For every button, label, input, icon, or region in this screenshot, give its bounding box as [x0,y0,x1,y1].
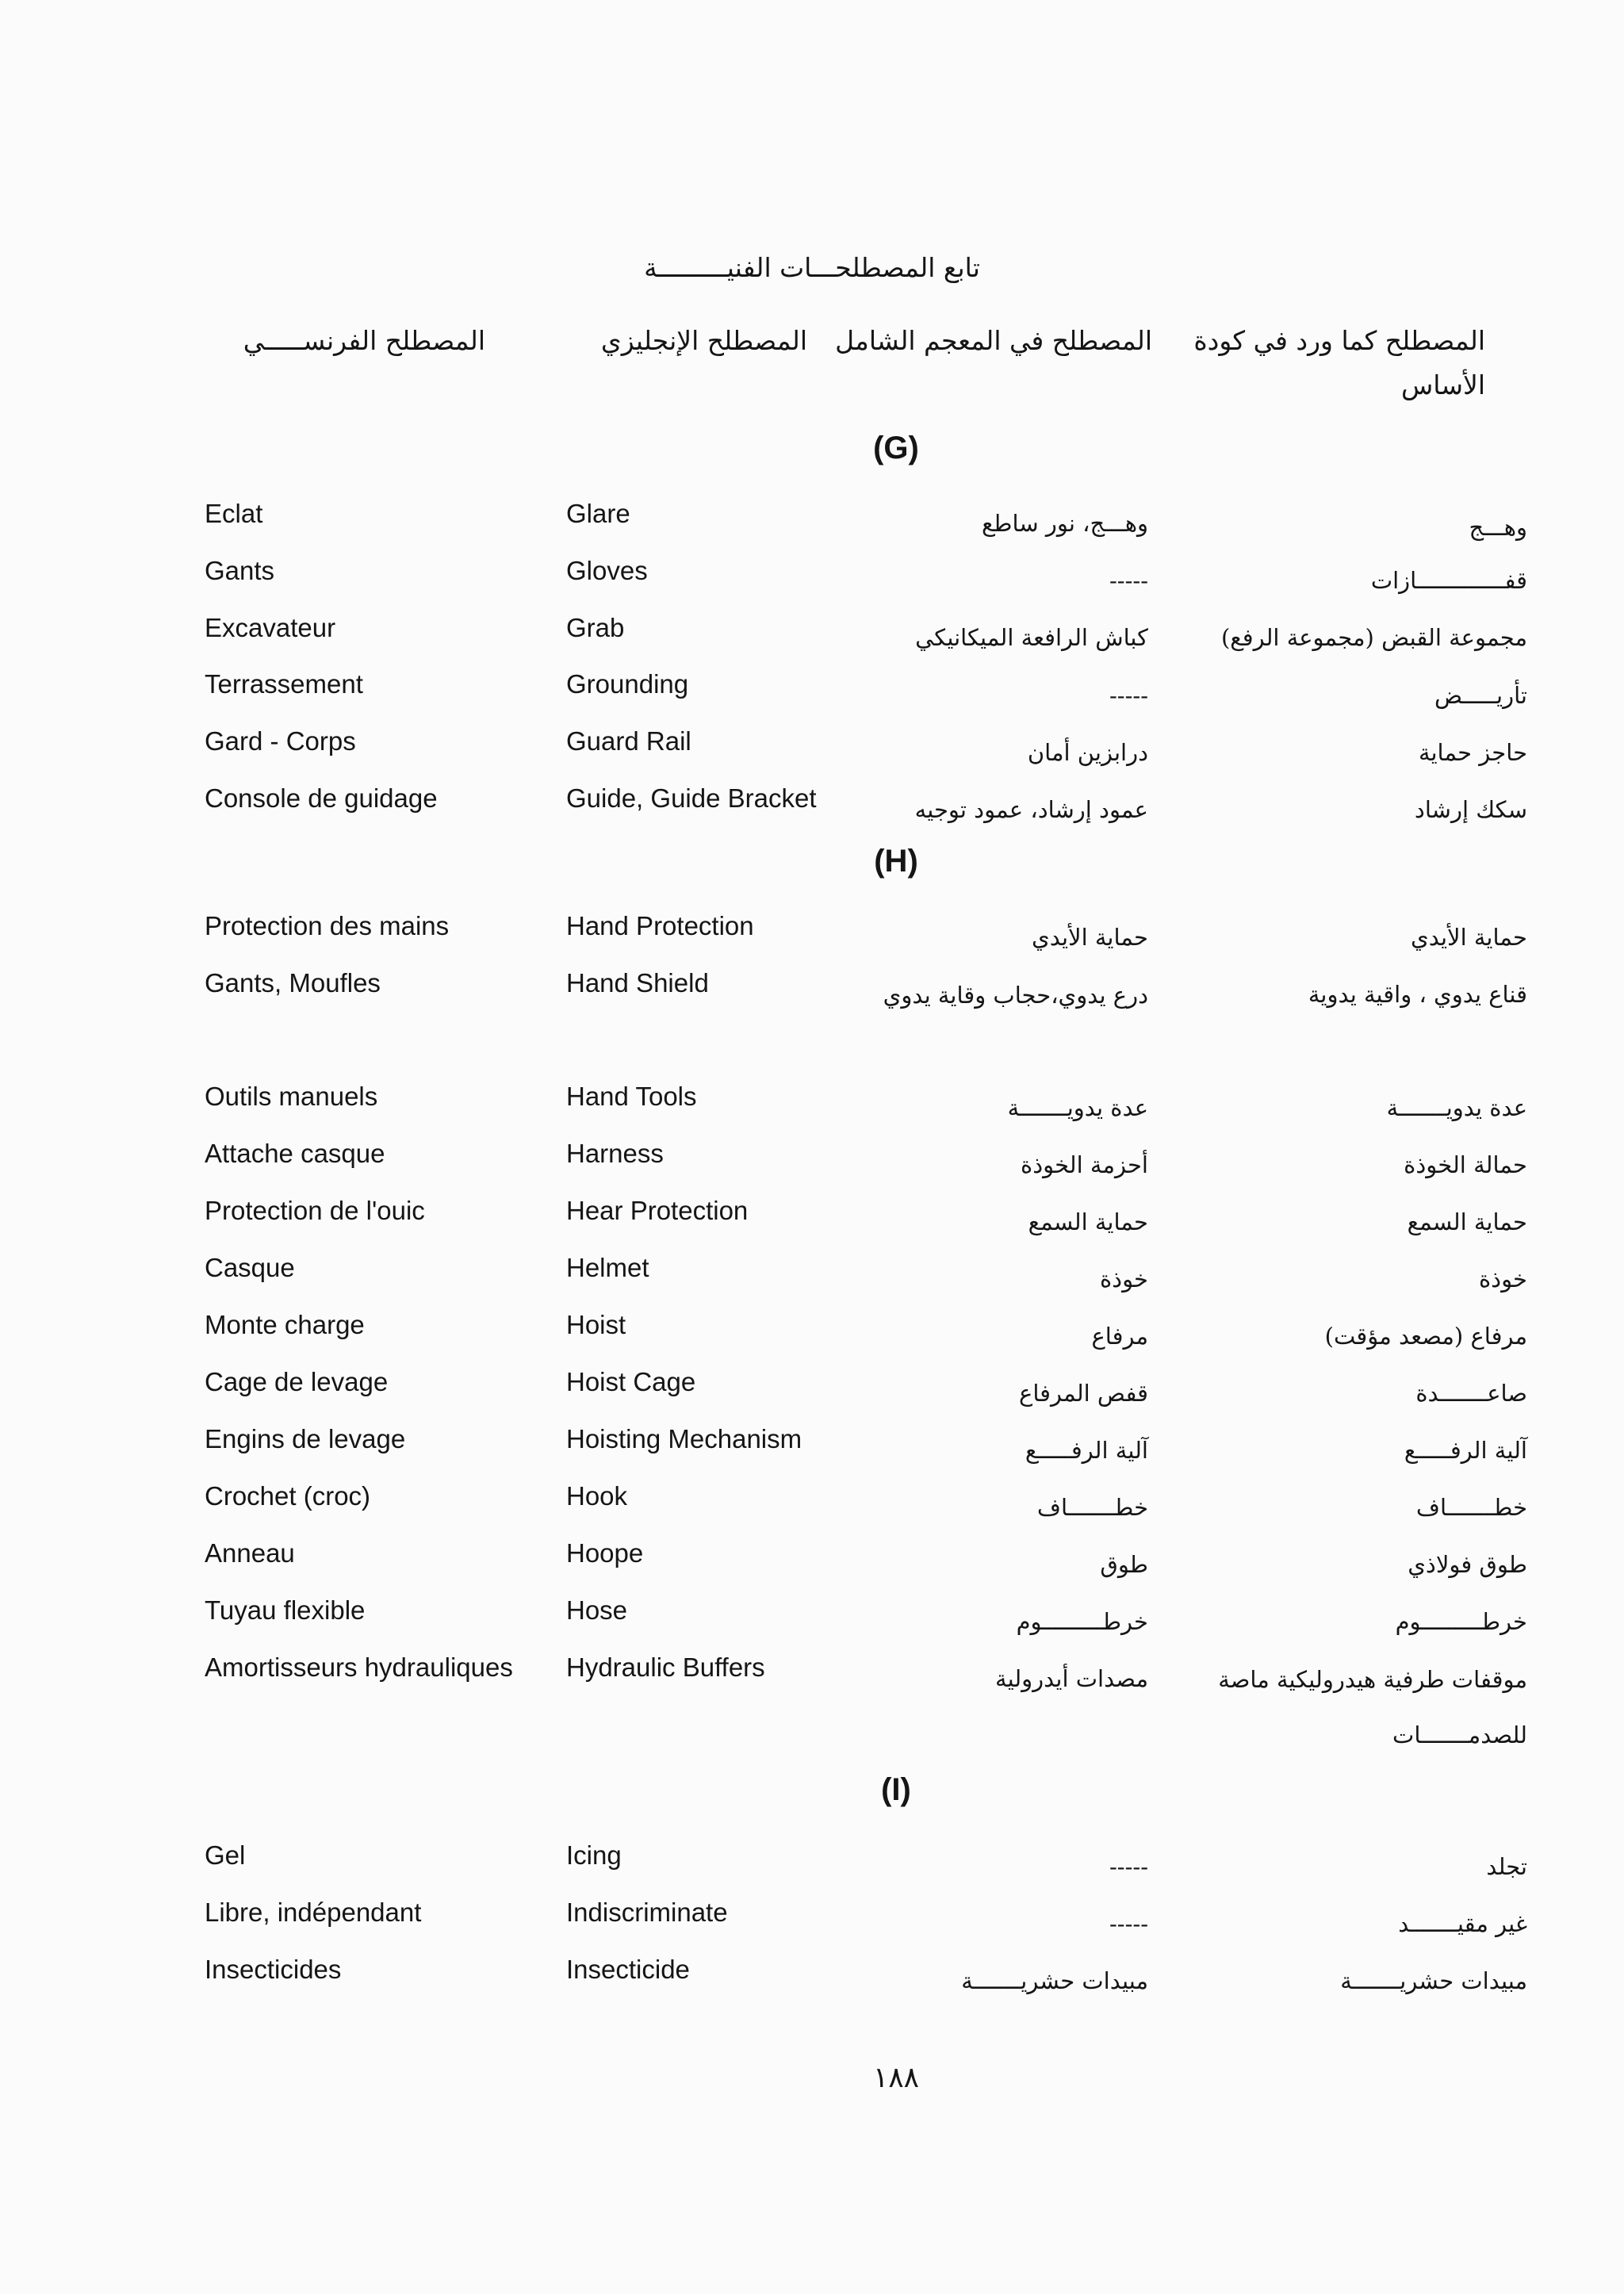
english-term: Insecticide [566,1955,690,1984]
french-term: Amortisseurs hydrauliques [205,1653,513,1682]
code-term: حماية الأيدي [1411,924,1527,951]
french-term: Anneau [205,1538,295,1568]
code-term: سكك إرشاد [1414,796,1527,823]
comprehensive-term: أحزمة الخوذة [1021,1151,1148,1178]
english-term: Hand Protection [566,911,754,940]
english-term: Hook [566,1481,628,1511]
section-letter-i: (I) [881,1772,911,1807]
code-term: قناع يدوي ، واقية يدوية [1308,981,1527,1008]
french-term: Protection des mains [205,911,450,940]
comprehensive-term: مصدات أيدرولية [995,1665,1148,1692]
english-term: Hoist Cage [566,1367,696,1396]
english-term: Helmet [566,1253,649,1282]
comprehensive-term: عدة يدويـــــــة [1007,1094,1148,1121]
comprehensive-term: ----- [1109,1853,1148,1880]
english-term: Guard Rail [566,726,691,756]
comprehensive-term: حماية السمع [1028,1208,1148,1235]
comprehensive-term: مبيدات حشريـــــــة [961,1967,1148,1994]
code-term: مرفاع (مصعد مؤقت) [1324,1323,1527,1350]
english-term: Hoist [566,1310,626,1339]
comprehensive-term: درع يدوي،حجاب وقاية يدوي [883,982,1148,1009]
comprehensive-term: طوق [1100,1551,1148,1578]
english-term: Hydraulic Buffers [566,1653,765,1682]
comprehensive-term: خوذة [1099,1266,1148,1293]
french-term: Monte charge [205,1310,365,1339]
french-term: Terrassement [205,669,363,699]
english-term: Glare [566,499,630,528]
code-term: موقفات طرفية هيدروليكية ماصة للصدمـــــــات [1218,1666,1527,1748]
french-term: Libre, indépendant [205,1898,422,1927]
french-term: Eclat [205,499,263,528]
column-header-code-term: المصطلح كما ورد في كودة الأساس [1193,325,1485,400]
comprehensive-term: مرفاع [1091,1323,1148,1350]
comprehensive-term: درابزين أمان [1027,739,1148,766]
code-term: خوذة [1478,1266,1527,1293]
code-term: حماية السمع [1407,1208,1527,1235]
french-term: Tuyau flexible [205,1595,366,1625]
section-letter-g: (G) [873,431,919,465]
code-term: مجموعة القبض (مجموعة الرفع) [1220,624,1527,651]
column-header-french-term: المصطلح الفرنســـــي [243,325,485,356]
french-term: Gants [205,556,275,585]
page-title: تابع المصطلحـــات الفنيـــــــــة [644,252,980,283]
code-term: آلية الرفـــــع [1404,1437,1527,1464]
code-term: غير مقيـــــــد [1398,1910,1527,1937]
comprehensive-term: عمود إرشاد، عمود توجيه [914,796,1148,823]
english-term: Grab [566,613,625,642]
french-term: Crochet (croc) [205,1481,371,1511]
french-term: Attache casque [205,1139,385,1168]
french-term: Cage de levage [205,1367,389,1396]
comprehensive-term: آلية الرفـــــع [1025,1437,1148,1464]
english-term: Hear Protection [566,1196,749,1225]
code-term: تأريـــــض [1434,682,1527,709]
english-term: Hose [566,1595,628,1625]
column-header-comprehensive-term: المصطلح في المعجم الشامل [835,325,1152,356]
french-term: Insecticides [205,1955,342,1984]
code-term: عدة يدويـــــــة [1386,1094,1527,1121]
code-term: خطـــــــاف [1415,1494,1527,1521]
code-term: طوق فولاذي [1408,1551,1527,1578]
french-term: Gel [205,1840,246,1870]
comprehensive-term: حماية الأيدي [1032,924,1148,951]
english-term: Guide, Guide Bracket [566,783,817,813]
code-term: تجلد [1486,1853,1527,1880]
french-term: Console de guidage [205,783,438,813]
page-number: ١٨٨ [872,2062,919,2094]
comprehensive-term: خطـــــــاف [1036,1494,1148,1521]
code-term: خرطـــــــــوم [1395,1608,1527,1635]
comprehensive-term: خرطـــــــــوم [1016,1608,1148,1635]
french-term: Protection de l'ouic [205,1196,425,1225]
french-term: Gants, Moufles [205,968,381,998]
code-term: حمالة الخوذة [1404,1151,1527,1178]
english-term: Indiscriminate [566,1898,728,1927]
english-term: Gloves [566,556,648,585]
section-letter-h: (H) [874,844,918,879]
english-term: Hoisting Mechanism [566,1424,802,1453]
comprehensive-term: ----- [1109,567,1148,594]
code-term: حاجز حماية [1418,739,1527,766]
comprehensive-term: ----- [1109,682,1148,709]
french-term: Outils manuels [205,1082,378,1111]
french-term: Casque [205,1253,295,1282]
comprehensive-term: كباش الرافعة الميكانيكي [915,624,1148,651]
code-term: مبيدات حشريـــــــة [1340,1967,1527,1994]
english-term: Harness [566,1139,664,1168]
comprehensive-term: وهـــج، نور ساطع [981,510,1148,537]
comprehensive-term: قفص المرفاع [1019,1380,1148,1407]
comprehensive-term: ----- [1109,1910,1148,1937]
french-term: Excavateur [205,613,336,642]
english-term: Hand Shield [566,968,709,998]
english-term: Icing [566,1840,622,1870]
code-term: وهـــج [1469,514,1527,541]
code-term: قفـــــــــــــازات [1370,567,1527,594]
french-term: Gard - Corps [205,726,356,756]
french-term: Engins de levage [205,1424,406,1453]
code-term: صاعـــــــدة [1415,1380,1527,1407]
english-term: Grounding [566,669,689,699]
english-term: Hoope [566,1538,644,1568]
column-header-english-term: المصطلح الإنجليزي [600,325,807,356]
english-term: Hand Tools [566,1082,697,1111]
